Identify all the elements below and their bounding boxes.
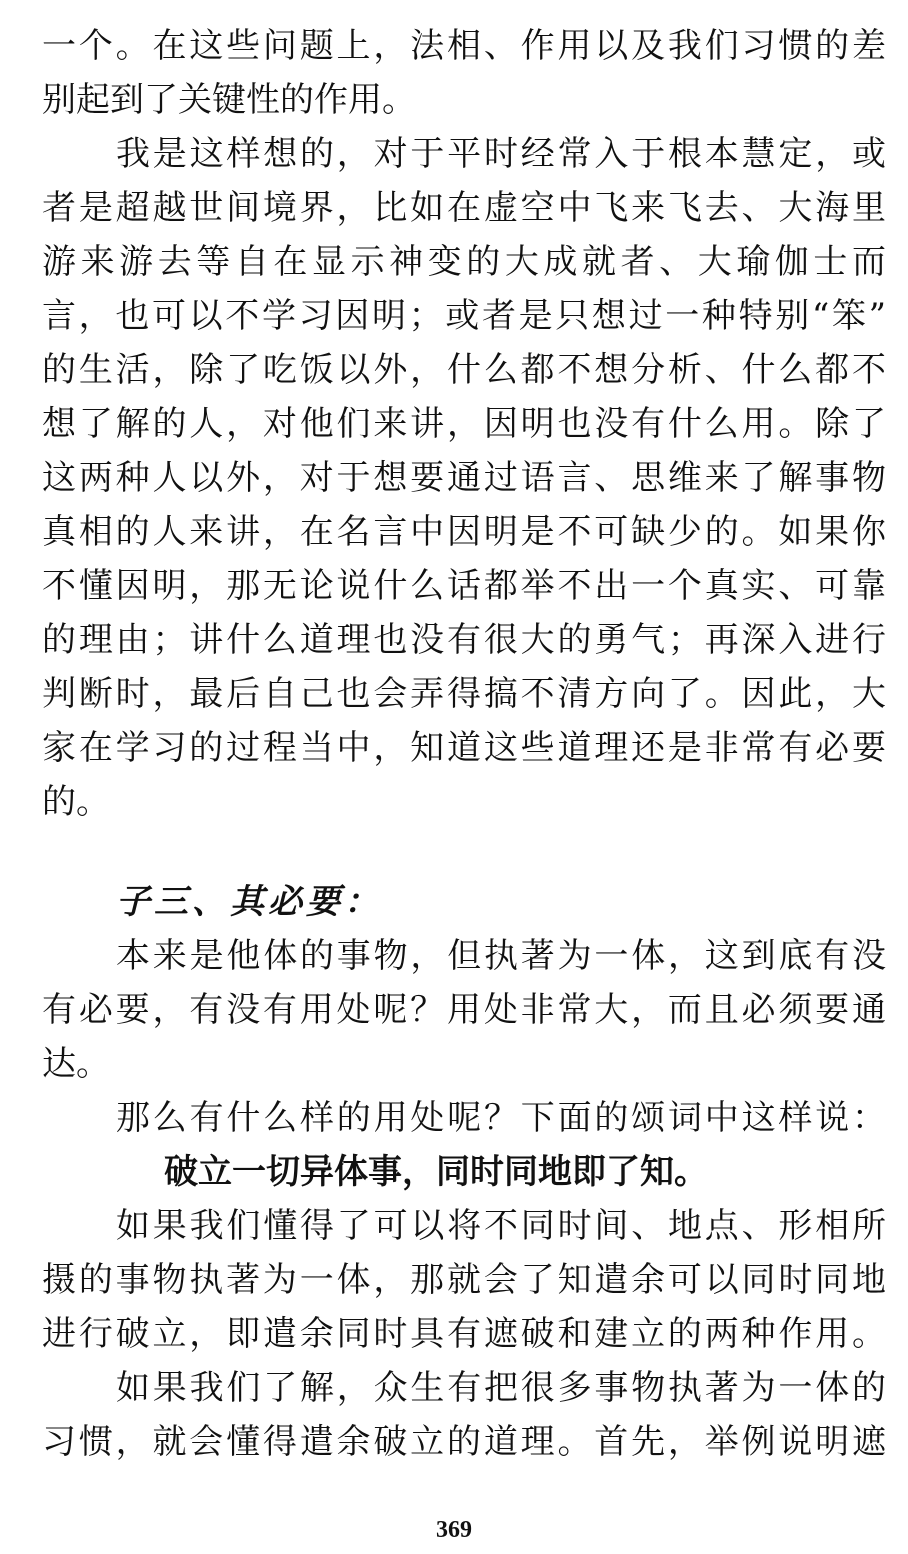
text-line-26: 习惯，就会懂得遣余破立的道理。首先，举例说明遮 (42, 1422, 886, 1462)
text-line-2: 别起到了关键性的作用。 (42, 80, 416, 120)
text-line-18: 有必要，有没有用处呢？用处非常大，而且必须要通 (42, 990, 886, 1030)
text-line-12: 的理由；讲什么道理也没有很大的勇气；再深入进行 (42, 620, 886, 660)
text-line-24: 进行破立，即遣余同时具有遮破和建立的两种作用。 (42, 1314, 886, 1354)
text-line-13: 判断时，最后自己也会弄得搞不清方向了。因此，大 (42, 674, 886, 714)
text-line-10: 真相的人来讲，在名言中因明是不可缺少的。如果你 (42, 512, 886, 552)
text-line-23: 摄的事物执著为一体，那就会了知遣余可以同时同地 (42, 1260, 886, 1300)
text-line-14: 家在学习的过程当中，知道这些道理还是非常有必要 (42, 728, 886, 768)
text-line-6: 言，也可以不学习因明；或者是只想过一种特别“笨” (42, 296, 886, 336)
text-line-11: 不懂因明，那无论说什么话都举不出一个真实、可靠 (42, 566, 886, 606)
text-line-9: 这两种人以外，对于想要通过语言、思维来了解事物 (42, 458, 886, 498)
text-line-4: 者是超越世间境界，比如在虚空中飞来飞去、大海里 (42, 188, 886, 228)
section-heading: 子三、其必要： (116, 882, 382, 922)
verse-line: 破立一切异体事，同时同地即了知。 (164, 1152, 708, 1192)
page-number: 369 (436, 1517, 472, 1543)
text-line-1: 一个。在这些问题上，法相、作用以及我们习惯的差 (42, 26, 886, 66)
text-line-3: 我是这样想的，对于平时经常入于根本慧定，或 (116, 134, 886, 174)
text-line-22: 如果我们懂得了可以将不同时间、地点、形相所 (116, 1206, 886, 1246)
text-line-19: 达。 (42, 1044, 110, 1084)
text-line-17: 本来是他体的事物，但执著为一体，这到底有没 (116, 936, 886, 976)
text-line-20: 那么有什么样的用处呢？下面的颂词中这样说： (116, 1098, 886, 1138)
text-line-7: 的生活，除了吃饭以外，什么都不想分析、什么都不 (42, 350, 886, 390)
text-line-5: 游来游去等自在显示神变的大成就者、大瑜伽士而 (42, 242, 886, 282)
text-line-15: 的。 (42, 782, 110, 822)
text-line-8: 想了解的人，对他们来讲，因明也没有什么用。除了 (42, 404, 886, 444)
text-line-25: 如果我们了解，众生有把很多事物执著为一体的 (116, 1368, 886, 1408)
